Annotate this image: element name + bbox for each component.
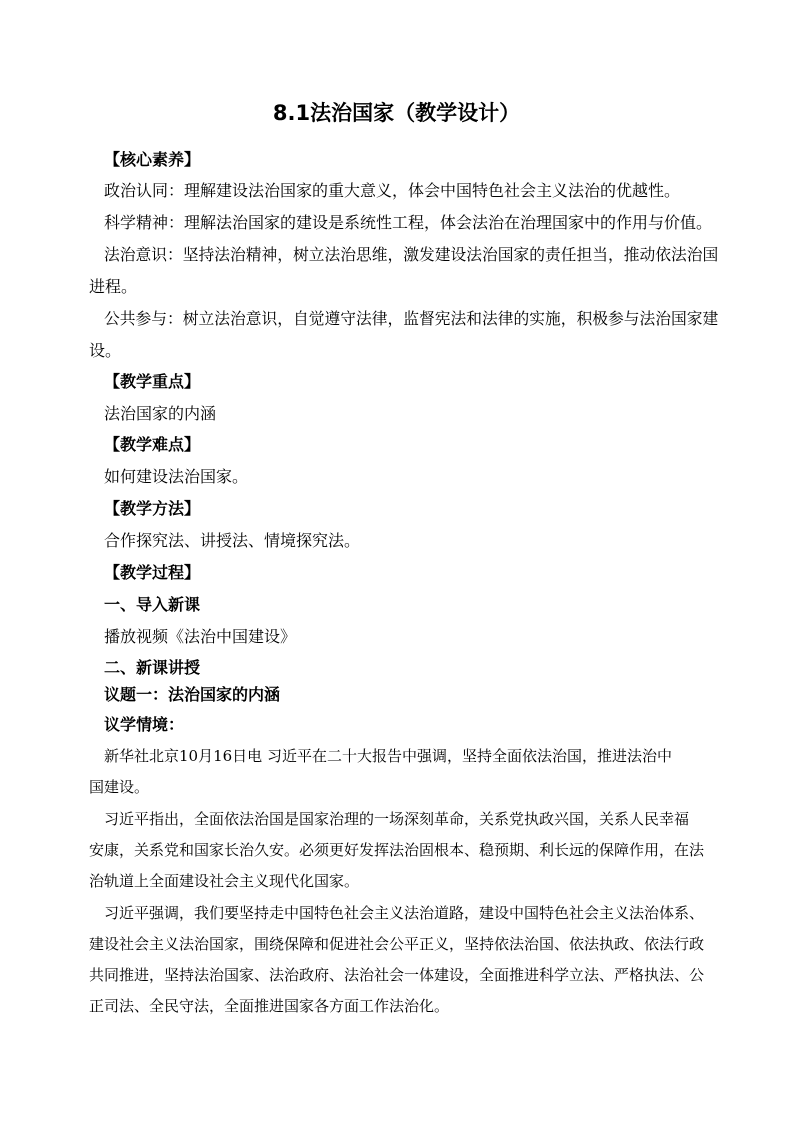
news-paragraph-3-line-1: 习近平强调，我们要坚持走中国特色社会主义法治道路，建设中国特色社会主义法治体系、: [104, 904, 705, 922]
news-paragraph-2-line-3: 治轨道上全面建设社会主义现代化国家。: [89, 872, 360, 890]
news-paragraph-2-line-2: 安康，关系党和国家长治久安。必须更好发挥法治固根本、稳预期、利长远的保障作用，在法: [89, 841, 705, 859]
core-literacy-heading: 【核心素养】: [104, 150, 201, 169]
teaching-method-heading: 【教学方法】: [104, 499, 201, 518]
core-literacy-item-political: 政治认同：理解建设法治国家的重大意义，体会中国特色社会主义法治的优越性。: [104, 181, 681, 200]
news-paragraph-1-line-1: 新华社北京10月16日电 习近平在二十大报告中强调，坚持全面依法治国，推进法治中: [104, 747, 672, 765]
core-literacy-item-participation: 公共参与：树立法治意识，自觉遵守法律，监督宪法和法律的实施，积极参与法治国家建: [104, 309, 719, 328]
context-heading: 议学情境：: [104, 715, 185, 734]
step1-heading: 一、导入新课: [104, 595, 201, 614]
page-title: 8.1法治国家（教学设计）: [272, 101, 521, 125]
step1-text: 播放视频《法治中国建设》: [104, 627, 297, 646]
teaching-process-heading: 【教学过程】: [104, 563, 201, 582]
news-paragraph-1-line-2: 国建设。: [89, 778, 150, 796]
teaching-method-text: 合作探究法、讲授法、情境探究法。: [104, 531, 361, 550]
news-paragraph-3-line-3: 共同推进，坚持法治国家、法治政府、法治社会一体建设，全面推进科学立法、严格执法、公: [89, 966, 705, 984]
teaching-focus-text: 法治国家的内涵: [104, 404, 217, 423]
teaching-difficulty-heading: 【教学难点】: [104, 435, 201, 454]
core-literacy-item-law-awareness-cont: 进程。: [89, 277, 138, 296]
step2-heading: 二、新课讲授: [104, 658, 201, 677]
news-paragraph-3-line-2: 建设社会主义法治国家，围绕保障和促进社会公平正义，坚持依法治国、依法执政、依法行政: [89, 935, 705, 953]
teaching-focus-heading: 【教学重点】: [104, 372, 201, 391]
news-paragraph-3-line-4: 正司法、全民守法，全面推进国家各方面工作法治化。: [89, 997, 450, 1015]
news-paragraph-2-line-1: 习近平指出，全面依法治国是国家治理的一场深刻革命，关系党执政兴国，关系人民幸福: [104, 810, 690, 828]
core-literacy-item-science: 科学精神：理解法治国家的建设是系统性工程，体会法治在治理国家中的作用与价值。: [104, 213, 713, 232]
topic1-heading: 议题一：法治国家的内涵: [104, 685, 281, 704]
teaching-difficulty-text: 如何建设法治国家。: [104, 467, 249, 486]
core-literacy-item-law-awareness: 法治意识：坚持法治精神，树立法治思维，激发建设法治国家的责任担当，推动依法治国: [104, 245, 719, 264]
core-literacy-item-participation-cont: 设。: [89, 341, 122, 360]
